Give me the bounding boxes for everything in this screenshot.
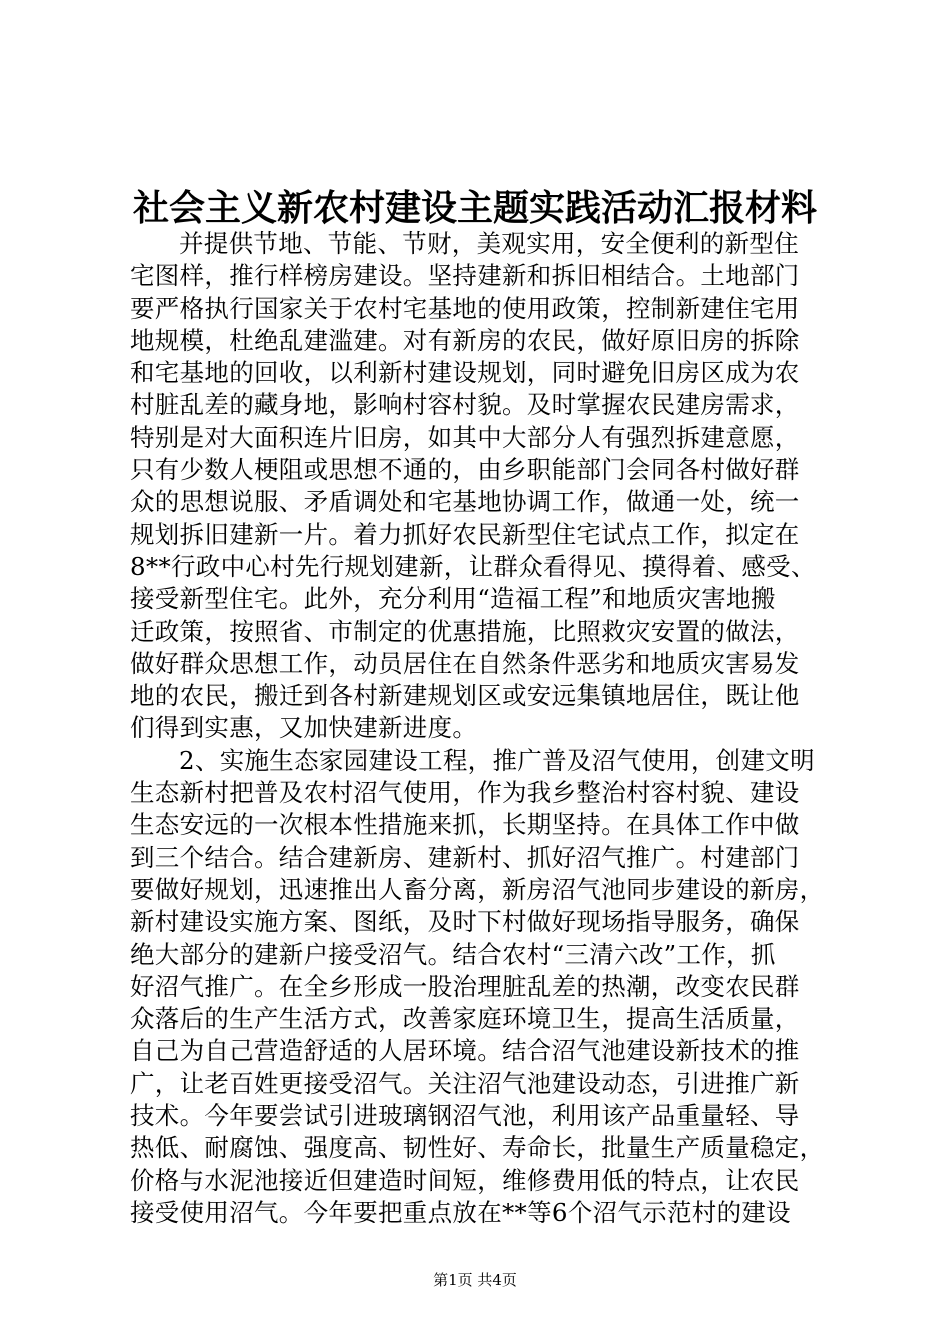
body-line: 广，让老百姓更接受沼气。关注沼气池建设动态，引进推广新 [130, 1068, 800, 1098]
body-line: 们得到实惠，又加快建新进度。 [130, 713, 478, 743]
page-number-footer: 第1页 共4页 [433, 1271, 517, 1289]
body-line: 和宅基地的回收，以利新村建设规划，同时避免旧房区成为农 [130, 358, 800, 388]
body-line: 接受新型住宅。此外，充分利用“造福工程”和地质灾害地搬 [130, 584, 776, 614]
body-line: 迁政策，按照省、市制定的优惠措施，比照救灾安置的做法， [130, 616, 800, 646]
body-line: 8**行政中心村先行规划建新，让群众看得见、摸得着、感受、 [130, 551, 816, 581]
body-line: 要做好规划，迅速推出人畜分离，新房沼气池同步建设的新房， [130, 874, 825, 904]
body-line: 2、实施生态家园建设工程，推广普及沼气使用，创建文明 [179, 745, 815, 775]
document-title: 社会主义新农村建设主题实践活动汇报材料 [132, 187, 817, 229]
body-line: 村脏乱差的藏身地，影响村容村貌。及时掌握农民建房需求， [130, 390, 800, 420]
body-line: 新村建设实施方案、图纸，及时下村做好现场指导服务，确保 [130, 907, 800, 937]
body-line: 只有少数人梗阻或思想不通的，由乡职能部门会同各村做好群 [130, 455, 800, 485]
body-line: 自己为自己营造舒适的人居环境。结合沼气池建设新技术的推 [130, 1036, 800, 1066]
body-line: 宅图样，推行样榜房建设。坚持建新和拆旧相结合。土地部门 [130, 261, 800, 291]
body-line: 特别是对大面积连片旧房，如其中大部分人有强烈拆建意愿， [130, 422, 800, 452]
body-line: 热低、耐腐蚀、强度高、韧性好、寿命长，批量生产质量稳定， [130, 1133, 825, 1163]
body-line: 价格与水泥池接近但建造时间短，维修费用低的特点，让农民 [130, 1165, 800, 1195]
body-line: 生态安远的一次根本性措施来抓，长期坚持。在具体工作中做 [130, 810, 800, 840]
body-line: 规划拆旧建新一片。着力抓好农民新型住宅试点工作，拟定在 [130, 519, 800, 549]
body-line: 到三个结合。结合建新房、建新村、抓好沼气推广。村建部门 [130, 842, 800, 872]
body-line: 做好群众思想工作，动员居住在自然条件恶劣和地质灾害易发 [130, 648, 800, 678]
body-line: 众的思想说服、矛盾调处和宅基地协调工作，做通一处，统一 [130, 487, 800, 517]
body-line: 地规模，杜绝乱建滥建。对有新房的农民，做好原旧房的拆除 [130, 325, 800, 355]
body-line: 地的农民，搬迁到各村新建规划区或安远集镇地居住，既让他 [130, 681, 800, 711]
body-line: 生态新村把普及农村沼气使用，作为我乡整治村容村貌、建设 [130, 778, 800, 808]
document-body [130, 228, 830, 1229]
body-line: 接受使用沼气。今年要把重点放在**等6个沼气示范村的建设 [130, 1197, 791, 1227]
body-line: 好沼气推广。在全乡形成一股治理脏乱差的热潮，改变农民群 [130, 971, 800, 1001]
body-line: 众落后的生产生活方式，改善家庭环境卫生，提高生活质量， [130, 1004, 800, 1034]
body-line: 绝大部分的建新户接受沼气。结合农村“三清六改”工作，抓 [130, 939, 776, 969]
body-line: 技术。今年要尝试引进玻璃钢沼气池，利用该产品重量轻、导 [130, 1101, 800, 1131]
body-line: 并提供节地、节能、节财，美观实用，安全便利的新型住 [179, 229, 799, 258]
body-line: 要严格执行国家关于农村宅基地的使用政策，控制新建住宅用 [130, 293, 800, 323]
